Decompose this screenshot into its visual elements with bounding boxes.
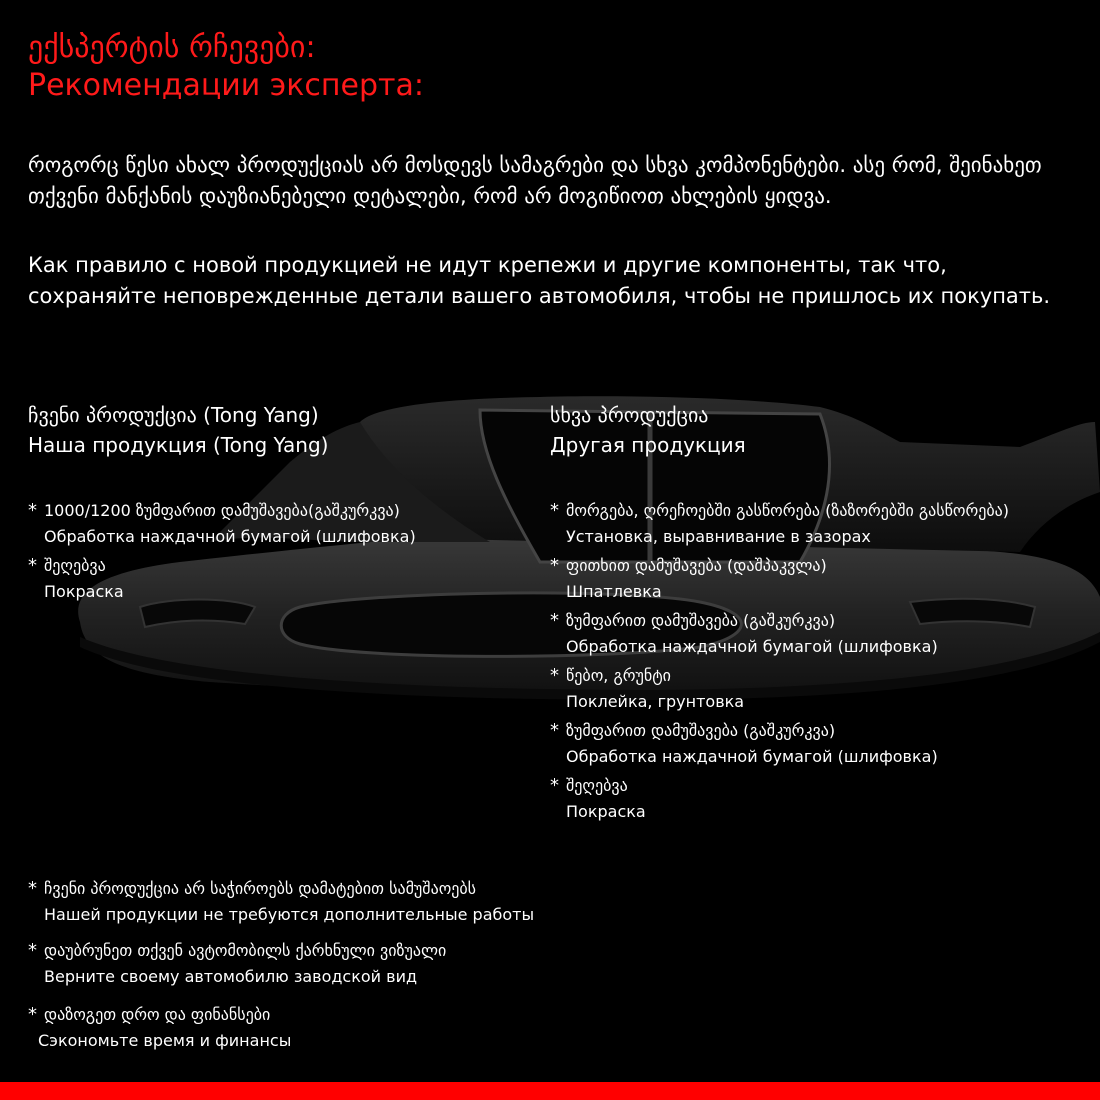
bottom-red-bar <box>0 1082 1100 1100</box>
note-3-ka: დაზოგეთ დრო და ფინანსები <box>44 1005 271 1024</box>
other-item-3 <box>550 608 1009 660</box>
other-item-3-ru: Обработка наждачной бумагой (шлифовка) <box>566 637 938 656</box>
bullet-star: * <box>28 878 37 899</box>
our-item-1 <box>28 498 416 550</box>
title-russian: Рекомендации эксперта: <box>28 68 424 103</box>
our-item-1-ru: Обработка наждачной бумагой (шлифовка) <box>44 527 416 546</box>
our-product-title-ka: ჩვენი პროდუქცია (Tong Yang) <box>28 403 319 427</box>
our-product-title-ru: Наша продукция (Tong Yang) <box>28 433 329 457</box>
other-item-5-ka: ზუმფარით დამუშავება (გაშკურკვა) <box>566 721 836 740</box>
note-3 <box>28 1002 291 1054</box>
bullet-star: * <box>28 1004 37 1025</box>
bullet-star: * <box>550 555 559 576</box>
other-item-2-ru: Шпатлевка <box>566 582 662 601</box>
note-1 <box>28 876 534 928</box>
other-item-4-ru: Поклейка, грунтовка <box>566 692 745 711</box>
our-item-2-ru: Покраска <box>44 582 124 601</box>
other-item-1-ru: Установка, выравнивание в зазорах <box>566 527 871 546</box>
other-item-3-ka: ზუმფარით დამუშავება (გაშკურკვა) <box>566 611 836 630</box>
bullet-star: * <box>550 665 559 686</box>
note-2 <box>28 938 446 990</box>
bullet-star: * <box>550 500 559 521</box>
other-product-title-ka: სხვა პროდუქცია <box>550 403 709 427</box>
other-item-6 <box>550 773 1009 825</box>
note-1-ka: ჩვენი პროდუქცია არ საჭიროებს დამატებით სამუშაოებს <box>44 879 477 898</box>
other-item-6-ka: შეღებვა <box>566 776 628 795</box>
bullet-star: * <box>28 940 37 961</box>
our-item-2 <box>28 553 416 605</box>
title-georgian: ექსპერტის რჩევები: <box>28 30 316 65</box>
other-product-column <box>550 400 1009 828</box>
intro-georgian: როგორც წესი ახალ პროდუქციას არ მოსდევს სამაგრები და სხვა კომპონენტები. ასე რომ, შეინახეთ თქვენი მანქანის დაუზიანებელი დეტალები, რომ არ მოგიწიოთ ახლების ყიდვა. <box>28 153 1042 208</box>
other-item-6-ru: Покраска <box>566 802 646 821</box>
bullet-star: * <box>28 555 37 576</box>
bullet-star: * <box>550 775 559 796</box>
our-product-column <box>28 400 416 608</box>
other-item-1-ka: მორგება, ღრეჩოებში გასწორება (ზაზორებში გასწორება) <box>566 501 1009 520</box>
other-item-1 <box>550 498 1009 550</box>
note-1-ru: Нашей продукции не требуются дополнительные работы <box>44 905 535 924</box>
our-item-2-ka: შეღებვა <box>44 556 106 575</box>
note-3-ru: Сэкономьте время и финансы <box>38 1031 292 1050</box>
other-item-4 <box>550 663 1009 715</box>
other-item-5 <box>550 718 1009 770</box>
our-item-1-ka: 1000/1200 ზუმფარით დამუშავება(გაშკურკვა) <box>44 501 400 520</box>
other-product-title-ru: Другая продукция <box>550 433 746 457</box>
bullet-star: * <box>28 500 37 521</box>
other-item-2-ka: ფითხით დამუშავება (დაშპაკვლა) <box>566 556 827 575</box>
intro-russian: Как правило с новой продукцией не идут крепежи и другие компоненты, так что, сохраняйте неповрежденные детали вашего автомобиля, чтобы не пришлось их покупать. <box>28 253 1051 308</box>
bullet-star: * <box>550 610 559 631</box>
bullet-star: * <box>550 720 559 741</box>
other-item-5-ru: Обработка наждачной бумагой (шлифовка) <box>566 747 938 766</box>
other-item-2 <box>550 553 1009 605</box>
other-item-4-ka: წებო, გრუნტი <box>566 666 671 685</box>
note-2-ru: Верните своему автомобилю заводской вид <box>44 967 418 986</box>
note-2-ka: დაუბრუნეთ თქვენ ავტომობილს ქარხნული ვიზუალი <box>44 941 447 960</box>
